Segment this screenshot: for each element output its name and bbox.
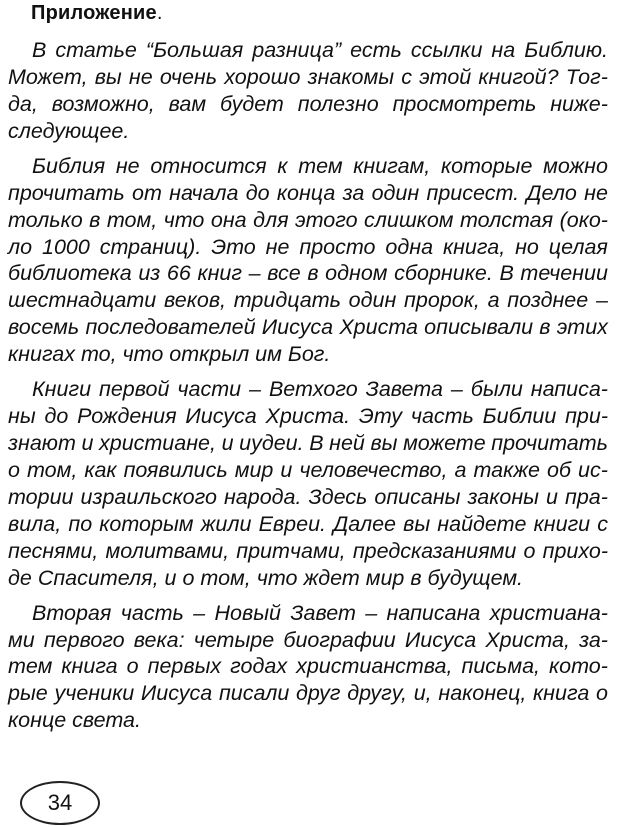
text-line: следующее. (8, 118, 130, 143)
text-line: де Спасителя, и о том, что ждет мир в будущем. (8, 565, 524, 590)
text-line: шестнадцати веков, тридцать один пророк, а позднее – (8, 288, 608, 313)
text-line: ны до Рождения Иисуса Христа. Эту часть Библии при- (8, 404, 608, 429)
text-line: книгах то, что открыл им Бог. (8, 342, 331, 367)
text-line: вила, по которым жили Евреи. Далее вы найдете книги с (8, 511, 608, 536)
text-line: Вторая часть – Новый Завет – написана христиана- (32, 600, 608, 625)
text-line: знают и христиане, и иудеи. В ней вы можете прочитать (8, 431, 608, 455)
text-line: да, возможно, вам будет полезно просмотреть ниже- (8, 91, 608, 116)
text-line: прочитать от начала до конца за один присест. Дело не (8, 180, 608, 205)
text-line: Книги первой части – Ветхого Завета – были написа- (32, 377, 608, 402)
text-line: восемь последователей Иисуса Христа описывали в этих (8, 315, 608, 340)
text-line: песнями, молитвами, притчами, предсказаниями о прихо- (8, 538, 608, 563)
text-line: тем книга о первых годах христианства, письма, кото- (8, 654, 608, 679)
text-line: тории израильского народа. Здесь описаны законы и пра- (8, 484, 608, 509)
text-line: Может, вы не очень хорошо знакомы с этой книгой? Тог- (8, 64, 608, 89)
appendix-heading (31, 2, 163, 25)
heading-title: Приложение (31, 2, 157, 24)
text-line: только в том, что она для этого слишком толстая (око- (8, 207, 608, 232)
text-line: рые ученики Иисуса писали друг другу, и, наконец, книга о (8, 681, 608, 706)
text-line: конце света. (8, 708, 141, 733)
text-line: В статье “Большая разница” есть ссылки на Библию. (32, 38, 608, 62)
page-number: 34 (47, 790, 73, 815)
heading-dot: . (156, 2, 163, 24)
text-line: библиотека из 66 книг – все в одном сборнике. В течении (8, 261, 608, 286)
text-line: ло 1000 страниц). Это не просто одна книга, но целая (8, 234, 608, 259)
text-line: ми первого века: четыре биографии Иисуса Христа, за- (8, 627, 608, 652)
text-line: Библия не относится к тем книгам, которые можно (32, 153, 608, 178)
page-number-badge (20, 781, 100, 825)
text-line: о том, как появились мир и человечество, а также об ис- (8, 457, 608, 482)
